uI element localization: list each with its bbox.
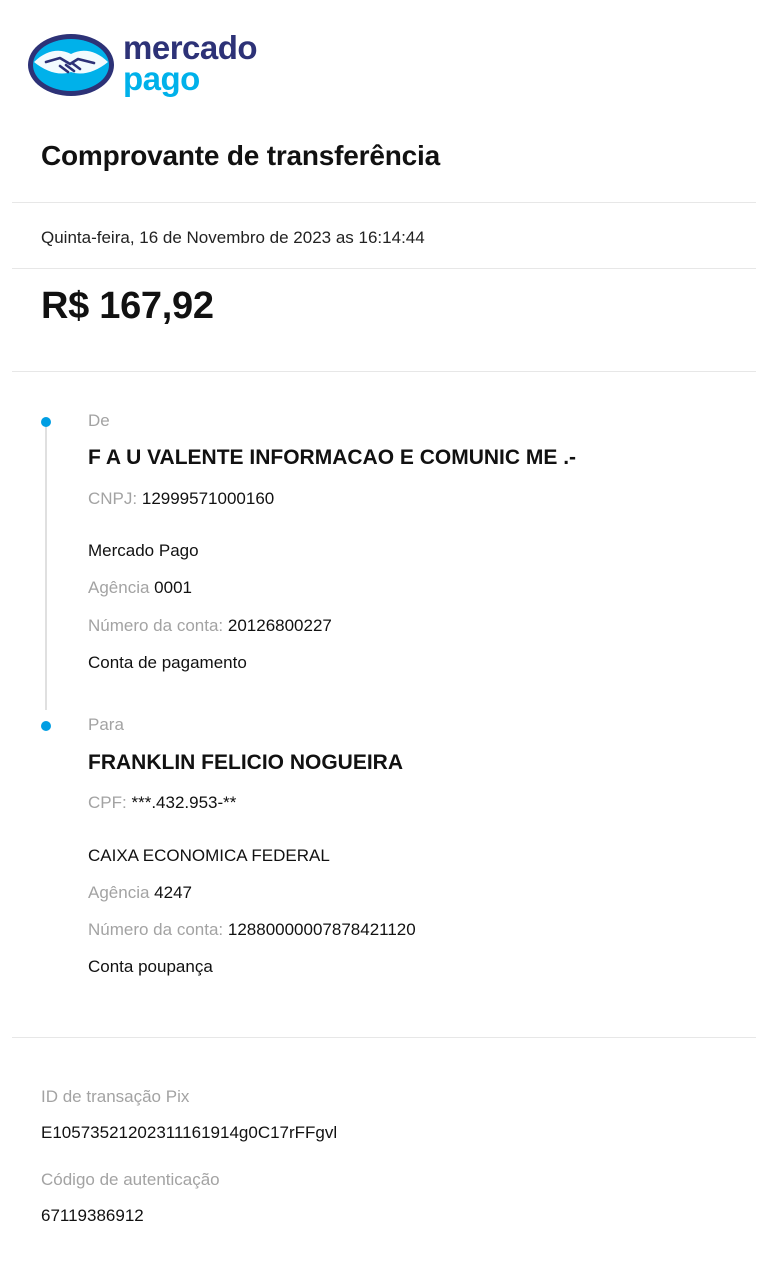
to-agency-label: Agência <box>88 883 150 902</box>
from-agency-value: 0001 <box>154 578 192 597</box>
to-document <box>88 793 236 813</box>
logo-word-mercado: mercado <box>123 29 258 66</box>
from-account <box>88 616 332 636</box>
from-account-value: 20126800227 <box>227 616 332 635</box>
from-agency-label: Agência <box>88 578 150 597</box>
transfer-datetime: Quinta-feira, 16 de Novembro de 2023 as 16:14:44 <box>41 228 425 247</box>
timeline-dot-from <box>41 417 51 427</box>
to-agency <box>88 883 192 903</box>
pix-id-label: ID de transação Pix <box>41 1087 190 1106</box>
handshake-logo-icon <box>26 32 116 98</box>
to-document-label: CPF: <box>88 793 127 812</box>
timeline-line <box>45 422 47 710</box>
pix-id-value: E10573521202311161914g0C17rFFgvl <box>41 1123 338 1142</box>
from-account-type: Conta de pagamento <box>88 653 247 672</box>
to-account-type: Conta poupança <box>88 957 213 976</box>
to-account-value: 1288000000787842112​0 <box>227 920 416 939</box>
to-account <box>88 920 416 940</box>
divider <box>12 268 756 269</box>
from-document-label: CNPJ: <box>88 489 138 508</box>
auth-code-label: Código de autenticação <box>41 1170 220 1189</box>
from-document-value: 12999571000160 <box>141 489 275 508</box>
logo-word-pago: pago <box>123 60 200 97</box>
transfer-amount: R$ 167,92 <box>41 285 214 327</box>
from-document <box>88 489 274 509</box>
to-heading: Para <box>88 715 124 734</box>
to-bank: CAIXA ECONOMICA FEDERAL <box>88 846 330 865</box>
timeline-dot-to <box>41 721 51 731</box>
to-agency-value: 4247 <box>154 883 192 902</box>
from-bank: Mercado Pago <box>88 541 199 560</box>
mercado-pago-logo <box>26 29 266 100</box>
auth-code-value: 67119386912 <box>41 1206 144 1225</box>
page-title: Comprovante de transferência <box>41 140 440 171</box>
from-agency <box>88 578 192 598</box>
divider <box>12 202 756 203</box>
divider <box>12 1037 756 1038</box>
from-account-label: Número da conta: <box>88 616 224 635</box>
to-account-label: Número da conta: <box>88 920 224 939</box>
from-heading: De <box>88 411 110 430</box>
from-name: F A U VALENTE INFORMACAO E COMUNIC ME .- <box>88 446 577 469</box>
to-document-value: ***.432.953-** <box>131 793 237 812</box>
logo-wordmark <box>123 29 258 97</box>
divider <box>12 371 756 372</box>
to-name: FRANKLIN FELICIO NOGUEIRA <box>88 751 403 774</box>
